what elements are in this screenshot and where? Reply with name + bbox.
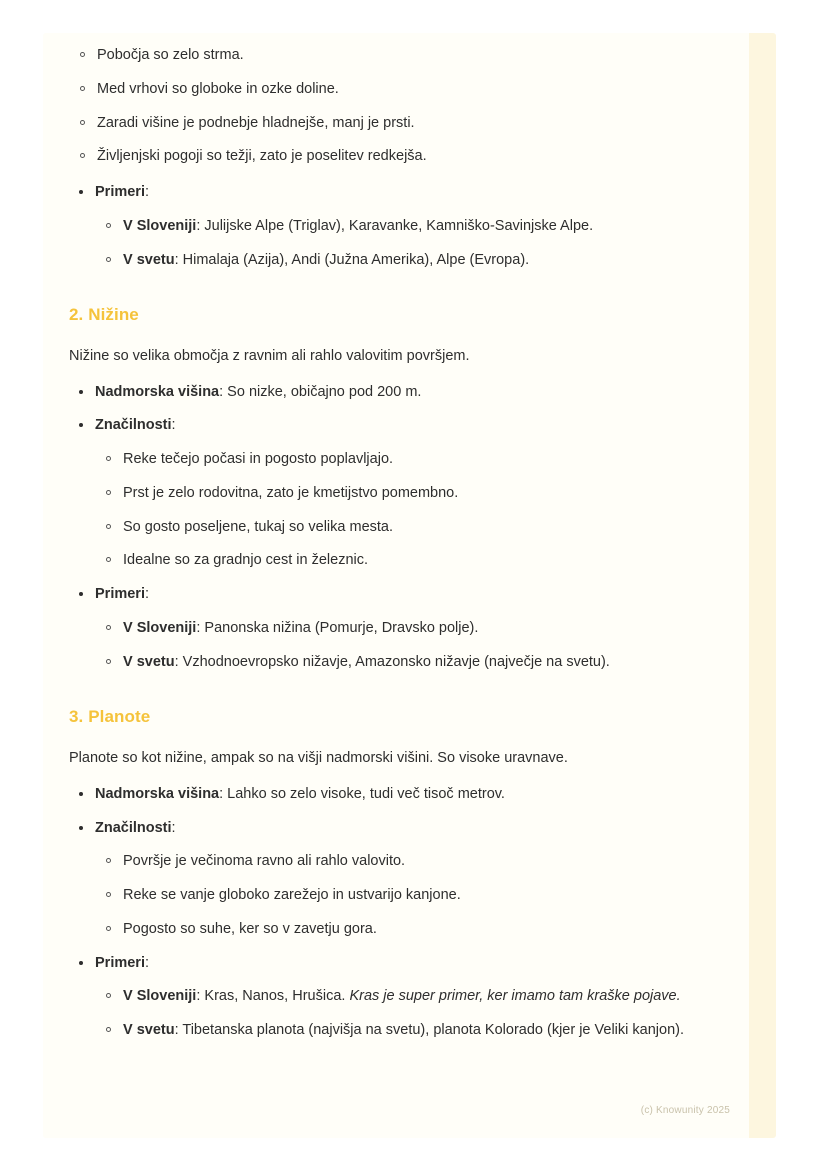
features-sublist — [95, 851, 707, 940]
top-examples-block — [69, 182, 707, 271]
list-item: V Sloveniji: Panonska nižina (Pomurje, Dravsko polje). — [95, 618, 707, 640]
features-sublist — [95, 449, 707, 572]
section-intro-nizine: Nižine so velika območja z ravnim ali rahlo valovitim površjem. — [69, 348, 470, 365]
list-item-features: Značilnosti: Površje je večinoma ravno ali rahlo valovito. Reke se vanje globoko zarežejo in ustvarijo kanjone. Pogosto so suhe, ker so v zavetju gora. — [69, 818, 707, 941]
examples-sublist — [95, 986, 707, 1042]
list-item: Idealne so za gradnjo cest in železnic. — [95, 550, 707, 572]
list-item: Pobočja so zelo strma. — [69, 45, 707, 67]
page-content-area — [43, 33, 749, 1138]
list-item: V svetu: Tibetanska planota (najvišja na svetu), planota Kolorado (kjer je Veliki kanjon). — [95, 1020, 707, 1042]
list-item: Površje je večinoma ravno ali rahlo valovito. — [95, 851, 707, 873]
list-item-altitude: Nadmorska višina: Lahko so zelo visoke, tudi več tisoč metrov. — [69, 784, 707, 806]
list-item: Zaradi višine je podnebje hladnejše, manj je prsti. — [69, 113, 707, 135]
list-item: Prst je zelo rodovitna, zato je kmetijstvo pomembno. — [95, 483, 707, 505]
section-body-nizine — [69, 382, 707, 674]
section-body-planote — [69, 784, 707, 1042]
list-item-features: Značilnosti: Reke tečejo počasi in pogosto poplavljajo. Prst je zelo rodovitna, zato je kmetijstvo pomembno. So gosto poseljene, tukaj so velika mesta. Idealne so za gradnjo cest in železnic. — [69, 415, 707, 572]
section-heading-planote: 3. Planote — [69, 707, 151, 727]
copyright-footer: (c) Knowunity 2025 — [640, 1105, 730, 1116]
list-item: V svetu: Vzhodnoevropsko nižavje, Amazonsko nižavje (največje na svetu). — [95, 652, 707, 674]
list-item-examples: Primeri: V Sloveniji: Kras, Nanos, Hrušica. Kras je super primer, ker imamo tam kraške pojave. V svetu: Tibetanska planota (najvišja na svetu), planota Kolorado (kjer je Veliki kanjon). — [69, 953, 707, 1042]
examples-sublist — [95, 618, 707, 674]
list-item: V Sloveniji: Kras, Nanos, Hrušica. Kras je super primer, ker imamo tam kraške pojave. — [95, 986, 707, 1008]
page-edge-strip — [749, 33, 776, 1138]
examples-sublist — [95, 216, 707, 272]
list-item-examples: Primeri: V Sloveniji: Panonska nižina (Pomurje, Dravsko polje). V svetu: Vzhodnoevropsko nižavje, Amazonsko nižavje (največje na svetu). — [69, 584, 707, 673]
list-item-altitude: Nadmorska višina: So nizke, običajno pod 200 m. — [69, 382, 707, 404]
list-item: V Sloveniji: Julijske Alpe (Triglav), Karavanke, Kamniško-Savinjske Alpe. — [95, 216, 707, 238]
document-content — [69, 33, 707, 1042]
list-item: Med vrhovi so globoke in ozke doline. — [69, 79, 707, 101]
list-item: Pogosto so suhe, ker so v zavetju gora. — [95, 919, 707, 941]
section-heading-nizine: 2. Nižine — [69, 305, 139, 325]
list-item: So gosto poseljene, tukaj so velika mesta. — [95, 517, 707, 539]
list-item: Življenjski pogoji so težji, zato je poselitev redkejša. — [69, 146, 707, 168]
section-intro-planote: Planote so kot nižine, ampak so na višji nadmorski višini. So visoke uravnave. — [69, 750, 568, 767]
list-item: Primeri: V Sloveniji: Julijske Alpe (Triglav), Karavanke, Kamniško-Savinjske Alpe. V svetu: Himalaja (Azija), Andi (Južna Amerika), Alpe (Evropa). — [69, 182, 707, 271]
examples-label: Primeri — [95, 184, 145, 200]
list-item: Reke tečejo počasi in pogosto poplavljajo. — [95, 449, 707, 471]
top-sublist — [69, 45, 707, 168]
list-item: V svetu: Himalaja (Azija), Andi (Južna Amerika), Alpe (Evropa). — [95, 250, 707, 272]
list-item: Reke se vanje globoko zarežejo in ustvarijo kanjone. — [95, 885, 707, 907]
document-page — [43, 33, 776, 1138]
